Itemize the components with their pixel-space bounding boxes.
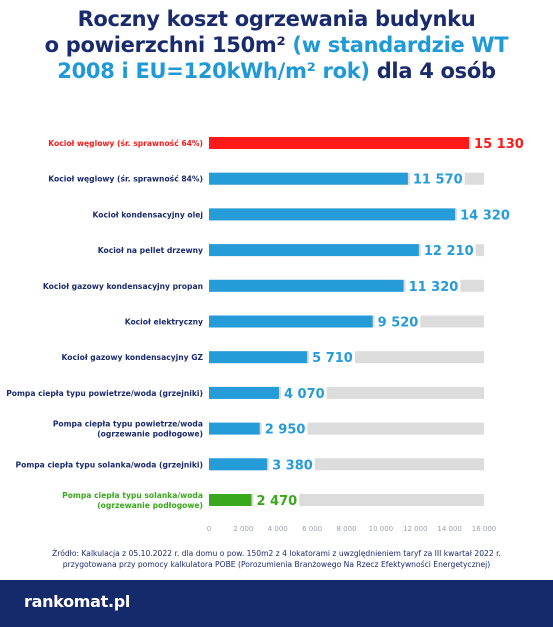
bar-value-label: 11 570 [412,172,463,188]
x-tick-label: 2 000 [233,525,254,533]
rankomat-logo[interactable]: rankomat.pl [24,592,131,611]
title-line-3-dark: dla 4 osób [376,59,496,83]
category-label: Kocioł węglowy (śr. sprawność 84%) [48,174,203,184]
bar-value-label: 2 470 [256,494,298,509]
category-label: Kocioł gazowy kondensacyjny propan [42,281,203,291]
source-note-line-2: przygotowana przy pomocy kalkulatora POBE (Porozumienia Branżowego Na Rzecz Efektywności Energetycznej) [62,560,491,569]
bar-value-label: 15 130 [474,137,524,152]
category-label: Pompa ciepła typu solanka/woda (grzejniki) [15,460,203,470]
category-label: Kocioł kondensacyjny olej [92,210,203,220]
bar-value-label: 14 320 [460,208,510,224]
category-label: Kocioł elektryczny [124,317,203,327]
title-line-2-dark: o powierzchni 150m² [44,33,286,57]
bar-value-label: 5 710 [312,351,353,367]
bar-value-label: 3 380 [272,458,313,474]
bar [209,351,307,363]
category-label: Pompa ciepła typu powietrze/woda (ogrzewanie podłogowe) [52,419,203,439]
category-label: Kocioł na pellet drzewny [97,246,203,256]
category-label: Kocioł gazowy kondensacyjny GZ [61,353,203,363]
bar [209,137,469,149]
title-line-3-accent: 2008 i EU=120kWh/m² rok) [57,59,370,83]
bar [209,494,251,506]
bar-value-label: 11 320 [408,279,459,295]
bar-value-label: 2 950 [264,422,306,438]
bar [209,423,260,435]
category-label: Kocioł węglowy (śr. sprawność 64%) [48,139,203,148]
bar [209,458,267,470]
bar [209,316,373,328]
bar-value-label: 4 070 [283,386,325,402]
x-tick-label: 12 000 [403,525,428,533]
source-note-line-1: Źródło: Kalkulacja z 05.10.2022 r. dla domu o pow. 150m2 z 4 lokatorami z uwzględnieniem taryf za III kwartał 2022 r. [52,549,501,558]
x-tick-label: 10 000 [368,525,394,533]
category-label: Pompa ciepła typu solanka/woda (ogrzewanie podłogowe) [62,491,203,510]
bar [209,244,419,256]
x-tick-label: 4 000 [267,525,288,533]
x-tick-label: 16 000 [471,525,497,533]
x-tick-label: 0 [206,525,212,533]
footer-bar [0,580,553,627]
bar-value-label: 9 520 [377,315,419,331]
bar-value-label: 12 210 [423,244,474,260]
bar [209,208,455,220]
title-line-1: Roczny koszt ogrzewania budynku [77,7,476,31]
x-tick-label: 14 000 [437,525,462,533]
bar [209,173,408,185]
bar [209,280,404,292]
bar [209,387,279,399]
source-note [0,548,553,570]
x-tick-label: 6 000 [302,525,323,533]
title-line-2-accent: (w standardzie WT [292,33,509,57]
category-label: Pompa ciepła typu powietrze/woda (grzejniki) [6,388,203,398]
x-tick-label: 8 000 [336,525,357,533]
